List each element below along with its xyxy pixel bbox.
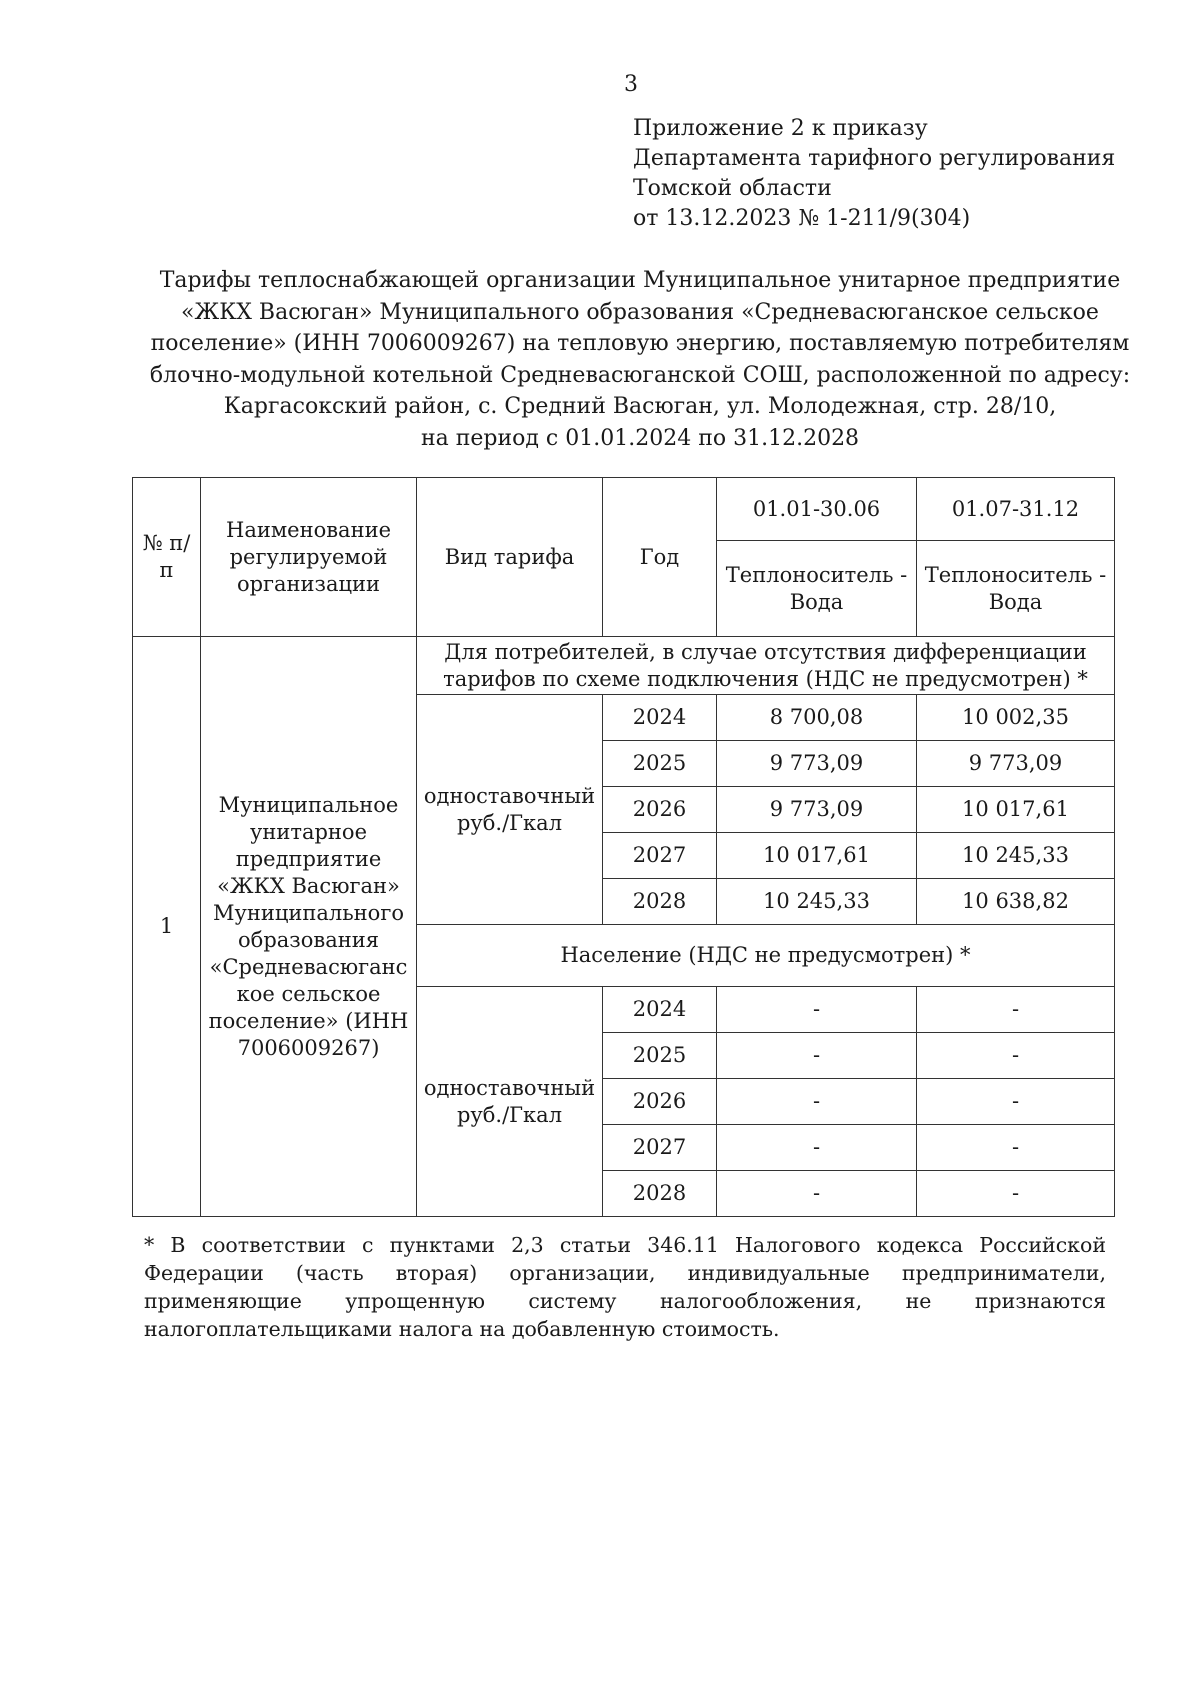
year-cell: 2025 <box>603 1033 717 1079</box>
row-number: 1 <box>133 637 201 1217</box>
year-cell: 2028 <box>603 879 717 925</box>
value-cell: 9 773,09 <box>717 741 917 787</box>
appendix-line: Департамента тарифного регулирования <box>633 146 1116 171</box>
year-cell: 2027 <box>603 1125 717 1171</box>
header-carrier-2: Теплоноситель - Вода <box>917 541 1115 637</box>
appendix-line: Приложение 2 к приказу <box>633 116 928 141</box>
value-cell: 9 773,09 <box>917 741 1115 787</box>
tariff-table <box>132 477 1115 1217</box>
value-cell: - <box>917 987 1115 1033</box>
appendix-block <box>633 114 1115 234</box>
title-line: блочно-модульной котельной Средневасюганской СОШ, расположенной по адресу: <box>149 362 1131 388</box>
header-year: Год <box>603 478 717 637</box>
header-period-1: 01.01-30.06 <box>717 478 917 541</box>
value-cell: - <box>917 1171 1115 1217</box>
value-cell: - <box>917 1033 1115 1079</box>
value-cell: 8 700,08 <box>717 695 917 741</box>
value-cell: 10 017,61 <box>917 787 1115 833</box>
year-cell: 2027 <box>603 833 717 879</box>
year-cell: 2025 <box>603 741 717 787</box>
tariff-type-cell: одноставочный руб./Гкал <box>417 695 603 925</box>
header-period-2: 01.07-31.12 <box>917 478 1115 541</box>
header-num: № п/п <box>133 478 201 637</box>
value-cell: 10 245,33 <box>917 833 1115 879</box>
value-cell: - <box>917 1079 1115 1125</box>
value-cell: 9 773,09 <box>717 787 917 833</box>
value-cell: 10 017,61 <box>717 833 917 879</box>
year-cell: 2026 <box>603 787 717 833</box>
title-line: Каргасокский район, с. Средний Васюган, ул. Молодежная, стр. 28/10, <box>223 394 1057 419</box>
footnote: * В соответствии с пунктами 2,3 статьи 346.11 Налогового кодекса Российской Федерации (часть вторая) организации, индивидуальные предприниматели, применяющие упрощенную систему налогообложения, не признаются налогоплательщиками налога на добавленную стоимость. <box>144 1233 1106 1341</box>
year-cell: 2024 <box>603 987 717 1033</box>
organization-name: Муниципальное унитарное предприятие «ЖКХ Васюган» Муниципального образования «Средневасюганс кое сельское поселение» (ИНН 7006009267) <box>201 637 417 1217</box>
section-label-population: Население (НДС не предусмотрен) * <box>417 925 1115 987</box>
appendix-line: Томской области <box>633 176 832 201</box>
value-cell: - <box>717 1171 917 1217</box>
value-cell: 10 002,35 <box>917 695 1115 741</box>
value-cell: 10 245,33 <box>717 879 917 925</box>
title-line: поселение» (ИНН 7006009267) на тепловую энергию, поставляемую потребителям <box>150 331 1130 356</box>
header-tariff-type: Вид тарифа <box>417 478 603 637</box>
value-cell: - <box>917 1125 1115 1171</box>
title-line: «ЖКХ Васюган» Муниципального образования «Средневасюганское сельское <box>181 299 1099 325</box>
value-cell: - <box>717 1079 917 1125</box>
year-cell: 2026 <box>603 1079 717 1125</box>
header-carrier-1: Теплоноситель - Вода <box>717 541 917 637</box>
year-cell: 2024 <box>603 695 717 741</box>
document-title <box>120 265 1160 454</box>
value-cell: - <box>717 987 917 1033</box>
section-label-consumers: Для потребителей, в случае отсутствия дифференциации тарифов по схеме подключения (НДС не предусмотрен) * <box>417 637 1115 695</box>
value-cell: - <box>717 1033 917 1079</box>
value-cell: - <box>717 1125 917 1171</box>
title-line: на период с 01.01.2024 по 31.12.2028 <box>420 425 860 451</box>
title-line: Тарифы теплоснабжающей организации Муниципальное унитарное предприятие <box>159 268 1121 293</box>
header-org: Наименование регулируемой организации <box>201 478 417 637</box>
tariff-type-cell: одноставочный руб./Гкал <box>417 987 603 1217</box>
appendix-line: от 13.12.2023 № 1-211/9(304) <box>633 206 971 231</box>
page-number: 3 <box>624 72 638 97</box>
value-cell: 10 638,82 <box>917 879 1115 925</box>
year-cell: 2028 <box>603 1171 717 1217</box>
